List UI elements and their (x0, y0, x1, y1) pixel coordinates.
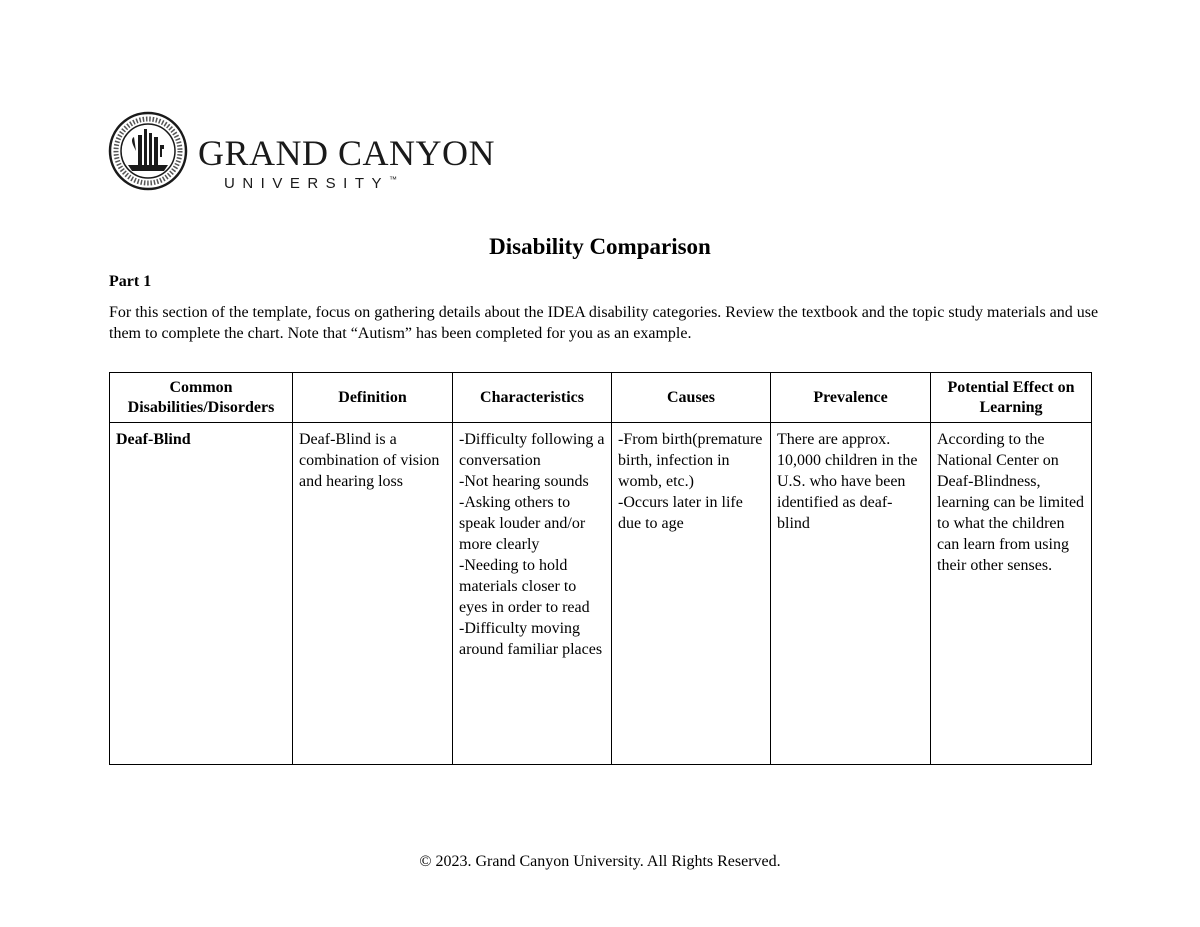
instructions-paragraph: For this section of the template, focus on gathering details about the IDEA disability categories. Review the textbook and the topic study materials and use them to complete the chart. Note that “Autism” has been completed for you as an example. (109, 304, 1099, 342)
header-effect-on-learning: Potential Effect on Learning (931, 373, 1092, 423)
characteristic-item: -Difficulty moving around familiar places (459, 620, 603, 658)
characteristic-item: -Difficulty following a conversation (459, 431, 605, 469)
cell-prevalence: There are approx. 10,000 children in the U.S. who have been identified as deaf-blind (771, 423, 931, 765)
logo-wordmark: GRAND CANYON (198, 133, 496, 173)
characteristic-item: -Asking others to speak louder and/or more clearly (459, 494, 586, 553)
cell-characteristics (453, 423, 612, 765)
header-characteristics: Characteristics (453, 373, 612, 423)
logo-subtitle: UNIVERSITY™ (224, 175, 398, 192)
cell-causes (612, 423, 771, 765)
header-disorders: Common Disabilities/Disorders (110, 373, 293, 423)
cell-definition: Deaf-Blind is a combination of vision and hearing loss (293, 423, 453, 765)
cell-disorder: Deaf-Blind (110, 423, 293, 765)
disability-comparison-table (109, 372, 1092, 765)
cell-effect-on-learning: According to the National Center on Deaf-Blindness, learning can be limited to what the children can learn from using their other senses. (931, 423, 1092, 765)
cause-item: -Occurs later in life due to age (618, 494, 743, 532)
table-header-row (110, 373, 1092, 423)
page-title: Disability Comparison (489, 234, 711, 259)
section-heading: Part 1 (109, 273, 152, 290)
header-prevalence: Prevalence (771, 373, 931, 423)
characteristic-item: -Needing to hold materials closer to eyes in order to read (459, 557, 590, 616)
header-definition: Definition (293, 373, 453, 423)
cause-item: -From birth(premature birth, infection in womb, etc.) (618, 431, 763, 490)
university-logo (108, 107, 496, 195)
header-causes: Causes (612, 373, 771, 423)
copyright-footer: © 2023. Grand Canyon University. All Rights Reserved. (419, 853, 781, 870)
table-row (110, 423, 1092, 765)
university-seal-icon (108, 107, 192, 195)
characteristic-item: -Not hearing sounds (459, 473, 589, 490)
